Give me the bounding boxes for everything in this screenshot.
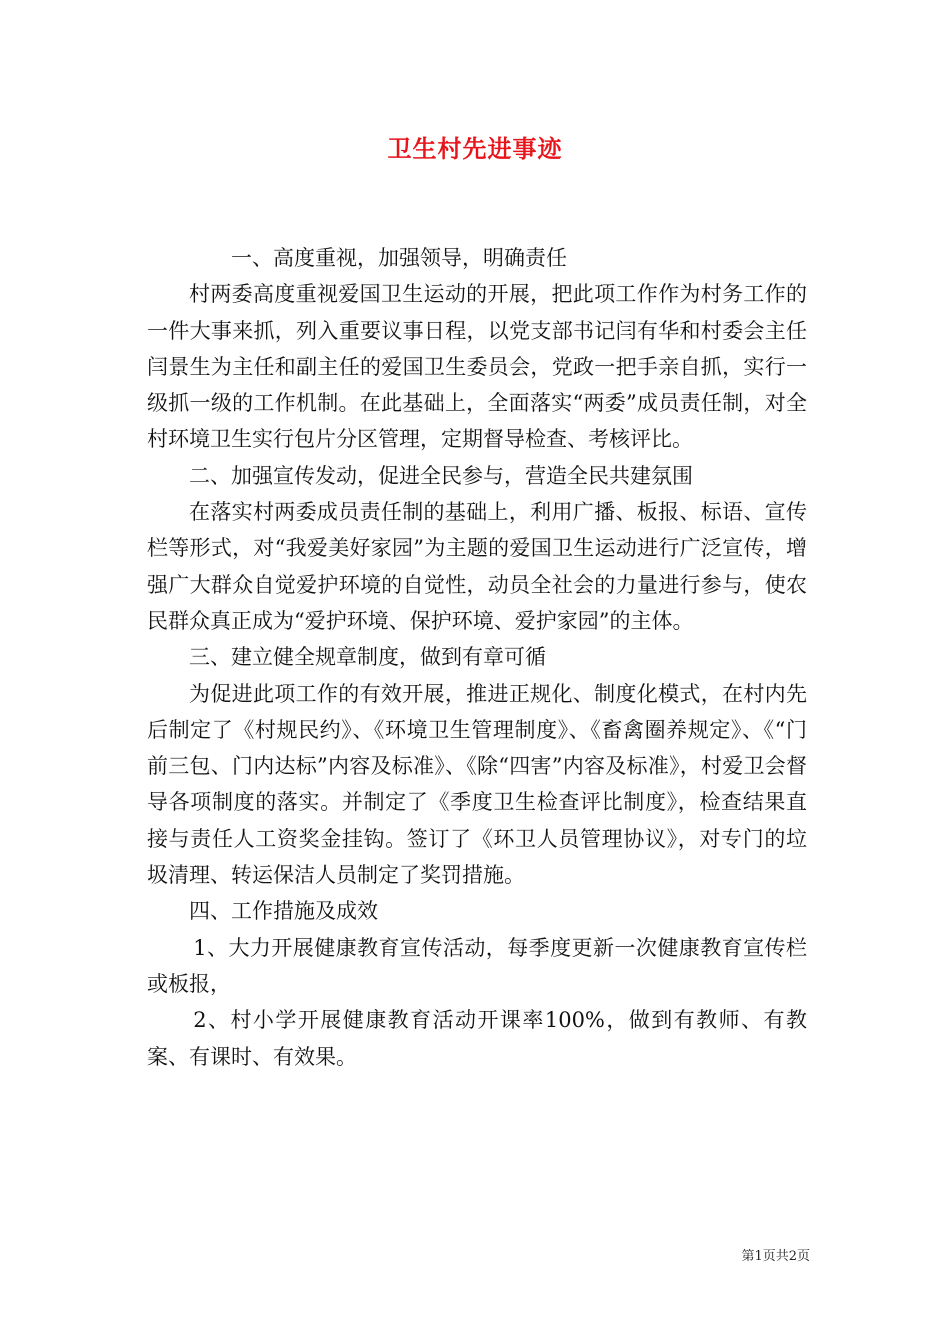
page-number: 第1页共2页 bbox=[741, 1249, 810, 1264]
section-heading-3: 三、建立健全规章制度，做到有章可循 bbox=[189, 645, 546, 670]
list-item-1: 1、大力开展健康教育宣传活动，每季度更新一次健康教育宣传栏或板报， bbox=[147, 935, 807, 996]
section-paragraph-2: 在落实村两委成员责任制的基础上，利用广播、板报、标语、宣传栏等形式，对“我爱美好家园”为主题的爱国卫生运动进行广泛宣传，增强广大群众自觉爱护环境的自觉性，动员全社会的力量进行参与，使农民群众真正成为“爱护环境、保护环境、爱护家园”的主体。 bbox=[147, 500, 807, 633]
document-title: 卫生村先进事迹 bbox=[387, 134, 563, 163]
section-paragraph-3: 为促进此项工作的有效开展，推进正规化、制度化模式，在村内先后制定了《村规民约》、《环境卫生管理制度》、《畜禽圈养规定》、《“门前三包、门内达标”内容及标准》、《除“四害”内容及标准》，村爱卫会督导各项制度的落实。并制定了《季度卫生检查评比制度》，检查结果直接与责任人工资奖金挂钩。签订了《环卫人员管理协议》，对专门的垃圾清理、转运保洁人员制定了奖罚措施。 bbox=[147, 681, 807, 888]
section-paragraph-1: 村两委高度重视爱国卫生运动的开展，把此项工作作为村务工作的一件大事来抓，列入重要议事日程，以党支部书记闫有华和村委会主任闫景生为主任和副主任的爱国卫生委员会，党政一把手亲自抓，实行一级抓一级的工作机制。在此基础上，全面落实“两委”成员责任制，对全村环境卫生实行包片分区管理，定期督导检查、考核评比。 bbox=[147, 282, 807, 452]
list-item-2: 2、村小学开展健康教育活动开课率100%，做到有教师、有教案、有课时、有效果。 bbox=[147, 1008, 807, 1069]
section-heading-2: 二、加强宣传发动，促进全民参与，营造全民共建氛围 bbox=[189, 463, 693, 488]
section-heading-1: 一、高度重视，加强领导，明确责任 bbox=[231, 246, 567, 270]
section-heading-4: 四、工作措施及成效 bbox=[189, 899, 378, 924]
document-body bbox=[147, 240, 807, 1075]
